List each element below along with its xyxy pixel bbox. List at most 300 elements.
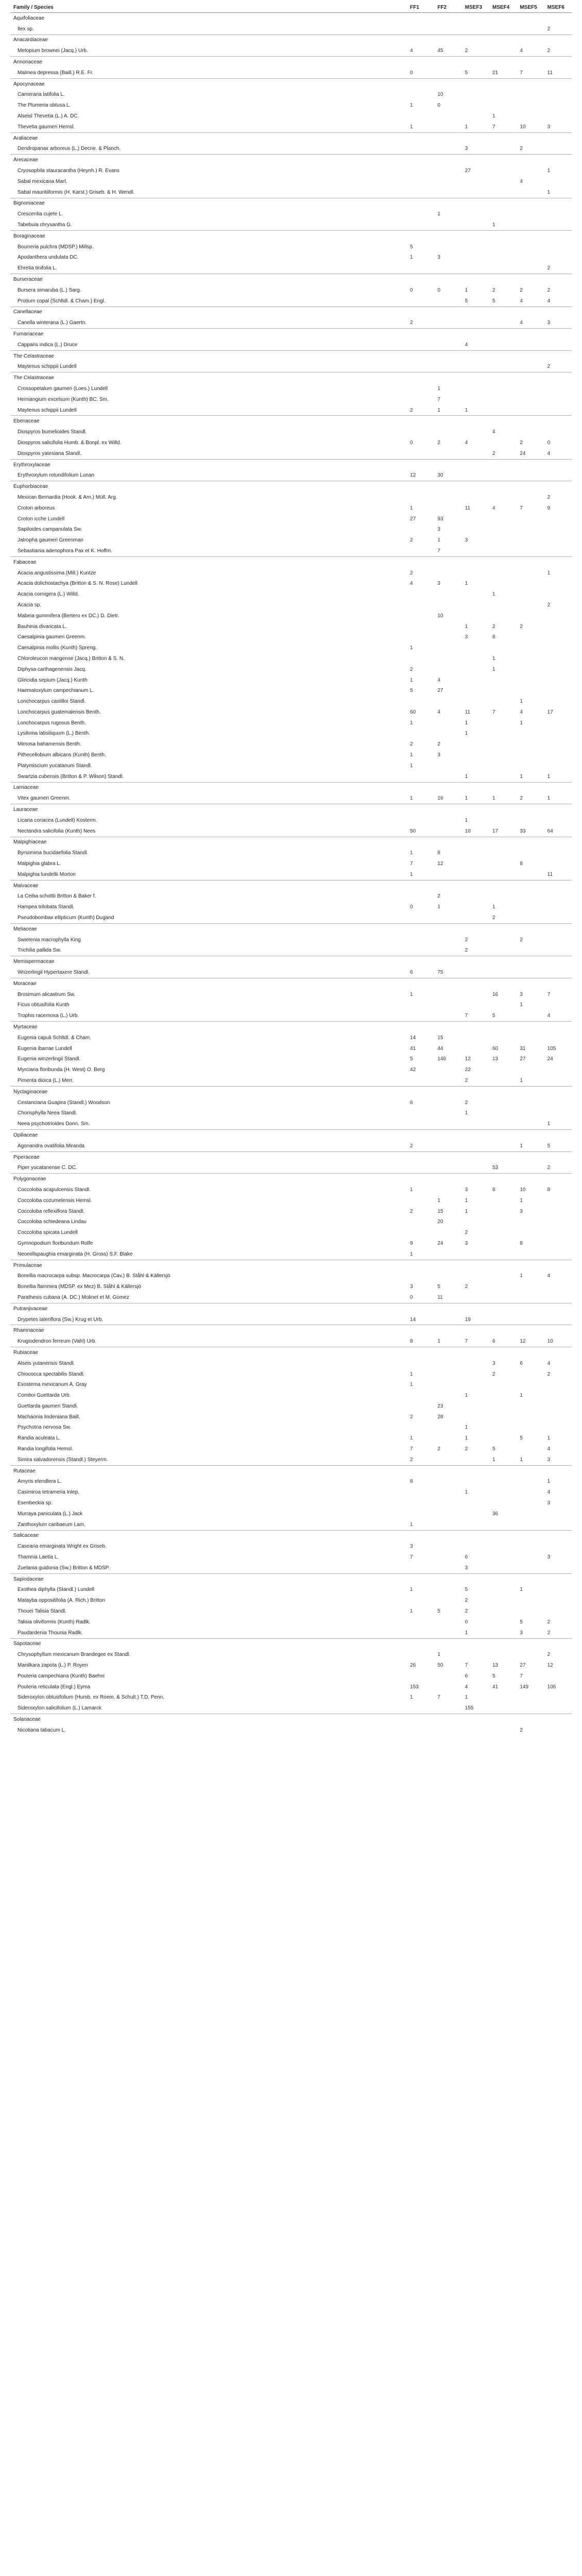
abundance-cell (407, 383, 434, 394)
abundance-cell (407, 219, 434, 230)
abundance-cell (544, 1606, 572, 1617)
abundance-cell: 2 (437, 893, 440, 900)
abundance-cell: 10 (465, 828, 471, 834)
family-name: Boraginaceae (10, 230, 572, 241)
species-row (10, 1519, 572, 1530)
abundance-cell: 1 (437, 1197, 440, 1204)
abundance-cell (517, 891, 544, 902)
abundance-cell: 1 (465, 1694, 468, 1701)
abundance-cell (407, 394, 434, 405)
abundance-cell: 16 (437, 795, 443, 802)
species-name: Machaonia lindeniana Baill. (18, 1414, 80, 1420)
abundance-cell (517, 760, 544, 771)
species-row (10, 1660, 572, 1671)
species-name: Manilkara zapota (L.) P. Royen (18, 1663, 88, 1669)
abundance-cell: 4 (520, 298, 523, 304)
abundance-cell: 6 (520, 1360, 523, 1366)
abundance-cell (434, 187, 461, 198)
species-row (10, 989, 572, 1000)
species-row (10, 405, 572, 416)
abundance-cell (517, 100, 544, 111)
abundance-cell (489, 1097, 517, 1108)
abundance-cell: 1 (520, 1393, 523, 1399)
abundance-cell (544, 1563, 572, 1573)
abundance-cell (544, 696, 572, 707)
species-row (10, 728, 572, 739)
abundance-cell (434, 1227, 461, 1238)
species-row (10, 1433, 572, 1444)
abundance-cell: 14 (410, 1035, 416, 1041)
abundance-cell: 16 (492, 991, 499, 997)
species-name: Croton arboreus (18, 505, 55, 511)
family-name: Euphorbiaceae (10, 481, 572, 492)
abundance-cell (517, 90, 544, 100)
family-name: Nyctaginaceae (10, 1086, 572, 1097)
abundance-cell: 7 (520, 505, 523, 511)
abundance-cell (434, 1454, 461, 1465)
abundance-cell (434, 67, 461, 78)
species-name: Sabal mexicana Mart. (18, 178, 67, 184)
abundance-cell: 11 (465, 505, 471, 511)
family-row (10, 230, 572, 241)
abundance-cell (517, 728, 544, 739)
abundance-cell: 1 (465, 407, 468, 413)
abundance-cell: 2 (437, 439, 440, 446)
species-name: Dendropanax arboreus (L.) Decne. & Planch. (18, 146, 121, 152)
abundance-cell: 4 (520, 709, 523, 715)
abundance-cell: 3 (465, 1187, 468, 1193)
abundance-cell: 3 (520, 1208, 523, 1214)
abundance-cell: 41 (410, 1045, 416, 1052)
abundance-cell (462, 187, 489, 198)
abundance-cell (489, 935, 517, 945)
abundance-cell (434, 1498, 461, 1509)
abundance-cell (407, 263, 434, 274)
abundance-cell (517, 1216, 544, 1227)
abundance-cell: 27 (465, 168, 471, 174)
abundance-cell: 4 (410, 48, 413, 54)
abundance-cell: 1 (410, 991, 413, 997)
abundance-cell: 24 (547, 1056, 553, 1062)
abundance-cell: 2 (547, 1371, 551, 1377)
abundance-cell: 0 (465, 1619, 468, 1625)
species-row (10, 362, 572, 372)
abundance-cell (407, 1703, 434, 1714)
species-row (10, 1118, 572, 1129)
abundance-cell: 1 (520, 1197, 523, 1204)
species-row (10, 514, 572, 524)
abundance-cell (517, 405, 544, 416)
abundance-cell: 12 (437, 861, 443, 867)
species-row (10, 394, 572, 405)
abundance-cell: 153 (410, 1684, 419, 1690)
family-row (10, 274, 572, 285)
abundance-cell: 11 (547, 70, 553, 76)
abundance-cell (407, 945, 434, 956)
family-row (10, 1260, 572, 1270)
abundance-cell: 7 (410, 1446, 413, 1452)
abundance-cell (544, 252, 572, 263)
species-name: Murraya paniculata (L.) Jack (18, 1511, 83, 1517)
abundance-cell (462, 685, 489, 696)
abundance-cell: 4 (465, 439, 468, 446)
abundance-cell: 146 (437, 1056, 447, 1062)
species-name: Trichilia pallida Sw. (18, 947, 61, 954)
family-row (10, 372, 572, 383)
abundance-cell: 1 (410, 850, 413, 856)
family-name: Araliaceae (10, 132, 572, 143)
species-row (10, 285, 572, 296)
abundance-cell (517, 1369, 544, 1380)
species-row (10, 1281, 572, 1292)
abundance-cell: 0 (410, 287, 413, 293)
abundance-cell (434, 600, 461, 611)
abundance-cell: 12 (547, 1663, 553, 1669)
abundance-cell: 10 (437, 92, 443, 98)
species-name: Haematoxylum campechianum L. (18, 688, 94, 694)
family-name: Lamiaceae (10, 782, 572, 793)
abundance-cell (434, 1358, 461, 1369)
abundance-cell: 5 (520, 1435, 523, 1442)
abundance-cell (434, 340, 461, 350)
abundance-cell (489, 100, 517, 111)
species-row (10, 24, 572, 35)
abundance-cell: 1 (520, 1456, 523, 1463)
abundance-cell: 17 (547, 709, 553, 715)
abundance-cell (434, 1270, 461, 1281)
family-name: Fabaceae (10, 556, 572, 567)
abundance-cell: 1 (410, 1435, 413, 1442)
abundance-cell: 7 (465, 1338, 468, 1345)
species-row (10, 492, 572, 503)
abundance-cell (544, 1422, 572, 1433)
abundance-cell (434, 589, 461, 600)
abundance-cell (489, 1585, 517, 1596)
abundance-cell (517, 252, 544, 263)
abundance-cell (434, 1379, 461, 1390)
abundance-cell: 7 (492, 124, 495, 130)
species-name: Sebastiania adenophora Pax et K. Hoffm. (18, 548, 112, 554)
family-name: Salicaceae (10, 1530, 572, 1541)
abundance-cell (462, 750, 489, 760)
abundance-cell (489, 362, 517, 372)
species-name: La Ceiba schottii Britton & Baker f. (18, 893, 96, 900)
species-name: Zuelania guidonia (Sw.) Britton & MDSP. (18, 1565, 110, 1571)
abundance-cell (462, 1541, 489, 1552)
abundance-cell (489, 967, 517, 978)
abundance-cell (517, 642, 544, 653)
abundance-cell (544, 1032, 572, 1043)
abundance-cell (434, 1552, 461, 1563)
abundance-cell (434, 664, 461, 675)
abundance-cell (462, 967, 489, 978)
abundance-cell: 2 (410, 1456, 413, 1463)
abundance-cell (489, 1498, 517, 1509)
abundance-cell: 2 (520, 439, 523, 446)
abundance-cell (489, 1552, 517, 1563)
abundance-cell (434, 1725, 461, 1736)
abundance-cell: 5 (437, 1608, 440, 1615)
abundance-cell (407, 546, 434, 556)
abundance-cell (517, 514, 544, 524)
species-name: Diospyros yatesiana Standl. (18, 450, 81, 456)
species-row (10, 263, 572, 274)
abundance-cell: 12 (410, 472, 416, 479)
abundance-cell (489, 1519, 517, 1530)
abundance-cell (517, 492, 544, 503)
abundance-cell (462, 653, 489, 664)
abundance-cell (517, 1097, 544, 1108)
abundance-cell: 2 (520, 287, 523, 293)
abundance-cell: 7 (520, 70, 523, 76)
species-name: Trophis racemosa (L.) Urb. (18, 1013, 79, 1019)
family-name: Rubiaceae (10, 1347, 572, 1358)
abundance-cell: 27 (520, 1663, 526, 1669)
abundance-cell (517, 1444, 544, 1454)
abundance-cell (544, 1509, 572, 1519)
abundance-cell (434, 492, 461, 503)
abundance-cell: 5 (492, 298, 495, 304)
family-row (10, 804, 572, 815)
species-name: Mexican Bernardia (Hook. & Arn.) Müll. Arg. (18, 494, 117, 500)
abundance-cell: 1 (410, 1382, 413, 1388)
abundance-cell: 5 (410, 1056, 413, 1062)
abundance-cell: 3 (437, 752, 440, 758)
abundance-cell: 1 (410, 871, 413, 877)
species-row (10, 967, 572, 978)
species-name: Thevetia gaumeri Hemsl. (18, 124, 75, 130)
abundance-cell: 1 (547, 1479, 551, 1485)
abundance-cell: 1 (465, 1197, 468, 1204)
abundance-cell (434, 1541, 461, 1552)
species-row (10, 252, 572, 263)
species-row (10, 1509, 572, 1519)
species-row (10, 1184, 572, 1195)
species-row (10, 1216, 572, 1227)
abundance-cell (544, 427, 572, 437)
abundance-cell (489, 1118, 517, 1129)
abundance-cell (462, 696, 489, 707)
abundance-cell (489, 1238, 517, 1249)
header-msef5: MSEF5 (517, 2, 544, 13)
abundance-cell (462, 176, 489, 187)
abundance-cell (517, 1227, 544, 1238)
abundance-cell (517, 470, 544, 481)
abundance-cell: 1 (410, 645, 413, 651)
species-row (10, 144, 572, 155)
abundance-cell: 1 (492, 1456, 495, 1463)
abundance-cell: 26 (410, 1663, 416, 1669)
abundance-cell (517, 1118, 544, 1129)
abundance-cell (544, 1314, 572, 1325)
species-row (10, 1162, 572, 1173)
abundance-cell (462, 362, 489, 372)
abundance-cell (462, 1519, 489, 1530)
species-row (10, 1064, 572, 1075)
abundance-cell (544, 111, 572, 122)
abundance-cell: 5 (465, 70, 468, 76)
abundance-cell: 24 (520, 450, 526, 456)
species-name: Erythroxylum rotundifolium Lunan (18, 472, 94, 479)
abundance-cell: 9 (410, 1240, 413, 1246)
species-row (10, 1454, 572, 1465)
species-name: Diospyros bumelioides Standl. (18, 429, 87, 435)
abundance-cell: 4 (520, 320, 523, 326)
abundance-cell (434, 1390, 461, 1401)
abundance-cell (407, 611, 434, 621)
abundance-cell: 2 (547, 602, 551, 608)
family-row (10, 1086, 572, 1097)
abundance-cell: 1 (520, 1587, 523, 1593)
species-name: Talisia oliviformis (Kunth) Radlk. (18, 1619, 91, 1625)
family-name: Moraceae (10, 978, 572, 989)
species-row (10, 503, 572, 514)
abundance-cell: 2 (492, 1371, 495, 1377)
abundance-cell: 4 (465, 342, 468, 348)
abundance-cell (434, 935, 461, 945)
abundance-cell: 50 (437, 1663, 443, 1669)
abundance-cell (462, 1379, 489, 1390)
abundance-cell (544, 1249, 572, 1260)
abundance-cell: 2 (492, 287, 495, 293)
abundance-cell (489, 1141, 517, 1151)
abundance-cell (407, 728, 434, 739)
species-row (10, 1358, 572, 1369)
abundance-cell (434, 826, 461, 837)
abundance-cell: 5 (437, 1284, 440, 1290)
species-row (10, 568, 572, 579)
abundance-cell (434, 1369, 461, 1380)
family-row (10, 1325, 572, 1336)
family-name: Bignoniaceae (10, 198, 572, 209)
abundance-cell: 0 (547, 439, 551, 446)
abundance-cell (489, 1401, 517, 1412)
abundance-cell (434, 24, 461, 35)
abundance-cell (489, 1270, 517, 1281)
abundance-cell (489, 1032, 517, 1043)
abundance-cell: 4 (437, 709, 440, 715)
abundance-cell (517, 1509, 544, 1519)
abundance-cell (544, 209, 572, 219)
abundance-cell (434, 1118, 461, 1129)
species-name: Bourreria pulchra (MDSP.) Millsp. (18, 244, 94, 250)
abundance-cell: 45 (437, 48, 443, 54)
abundance-cell: 13 (492, 1056, 499, 1062)
abundance-cell (517, 1010, 544, 1021)
abundance-cell: 2 (547, 26, 551, 32)
species-name: Crossopetalum gaumeri (Loes.) Lundell (18, 385, 108, 392)
abundance-cell (489, 685, 517, 696)
abundance-cell: 1 (520, 720, 523, 726)
abundance-cell (434, 1433, 461, 1444)
abundance-cell: 31 (520, 1045, 526, 1052)
abundance-cell: 8 (492, 1187, 495, 1193)
abundance-cell (517, 1606, 544, 1617)
species-name: Casearia emarginata Wright ex Griseb. (18, 1544, 107, 1550)
family-row (10, 132, 572, 143)
abundance-cell (462, 675, 489, 686)
species-name: Acacia sp. (18, 602, 42, 608)
abundance-cell: 11 (437, 1294, 443, 1300)
species-name: Pithecellobium albicans (Kunth) Benth. (18, 752, 106, 758)
abundance-cell (462, 760, 489, 771)
abundance-cell: 4 (465, 1684, 468, 1690)
family-row (10, 1530, 572, 1541)
abundance-cell (434, 869, 461, 880)
abundance-cell (489, 394, 517, 405)
species-row (10, 90, 572, 100)
family-name: Polygonaceae (10, 1174, 572, 1184)
abundance-cell (462, 589, 489, 600)
abundance-cell (462, 1118, 489, 1129)
abundance-cell (544, 219, 572, 230)
abundance-cell: 2 (465, 1598, 468, 1604)
abundance-cell (517, 1032, 544, 1043)
species-row (10, 187, 572, 198)
species-name: Lonchocarpus castilloi Standl. (18, 699, 86, 705)
abundance-cell (517, 675, 544, 686)
family-name: Ebenaceae (10, 416, 572, 427)
abundance-cell (544, 1216, 572, 1227)
species-name: Acacia angustissima (Mill.) Kuntze (18, 570, 96, 576)
species-name: Thouei Talisia Standl. (18, 1608, 66, 1615)
abundance-cell (462, 611, 489, 621)
abundance-cell: 1 (465, 1110, 468, 1116)
abundance-cell (517, 1422, 544, 1433)
abundance-cell: 11 (465, 709, 471, 715)
abundance-cell (434, 771, 461, 782)
abundance-cell (489, 1703, 517, 1714)
abundance-cell (517, 187, 544, 198)
family-row (10, 459, 572, 470)
abundance-cell (517, 1703, 544, 1714)
abundance-cell (462, 219, 489, 230)
species-name: Simira salvadorensis (Standl.) Steyerm. (18, 1456, 108, 1463)
abundance-cell (489, 1379, 517, 1390)
family-row (10, 329, 572, 340)
species-row (10, 1401, 572, 1412)
abundance-cell: 2 (547, 287, 551, 293)
abundance-cell: 1 (437, 904, 440, 910)
abundance-cell (517, 219, 544, 230)
abundance-cell (407, 600, 434, 611)
species-name: Matayba oppositifolia (A. Rich.) Britton (18, 1598, 106, 1604)
abundance-cell (489, 1216, 517, 1227)
abundance-cell: 1 (437, 211, 440, 217)
abundance-cell: 2 (410, 320, 413, 326)
abundance-cell (489, 891, 517, 902)
species-name: Piper yucatanense C. DC. (18, 1165, 77, 1171)
abundance-cell (434, 653, 461, 664)
abundance-cell (434, 945, 461, 956)
abundance-cell (489, 24, 517, 35)
abundance-cell (462, 1725, 489, 1736)
species-row (10, 858, 572, 869)
abundance-cell (489, 165, 517, 176)
abundance-cell (489, 945, 517, 956)
abundance-cell (489, 470, 517, 481)
abundance-cell (489, 1477, 517, 1487)
header-msef6: MSEF6 (544, 2, 572, 13)
abundance-cell: 8 (410, 1479, 413, 1485)
species-name: Coccoloba schiedeana Lindau (18, 1219, 87, 1225)
abundance-cell: 64 (547, 828, 553, 834)
species-row (10, 664, 572, 675)
abundance-cell: 5 (465, 298, 468, 304)
abundance-cell (407, 1649, 434, 1660)
species-row (10, 707, 572, 718)
abundance-cell: 1 (547, 773, 551, 779)
